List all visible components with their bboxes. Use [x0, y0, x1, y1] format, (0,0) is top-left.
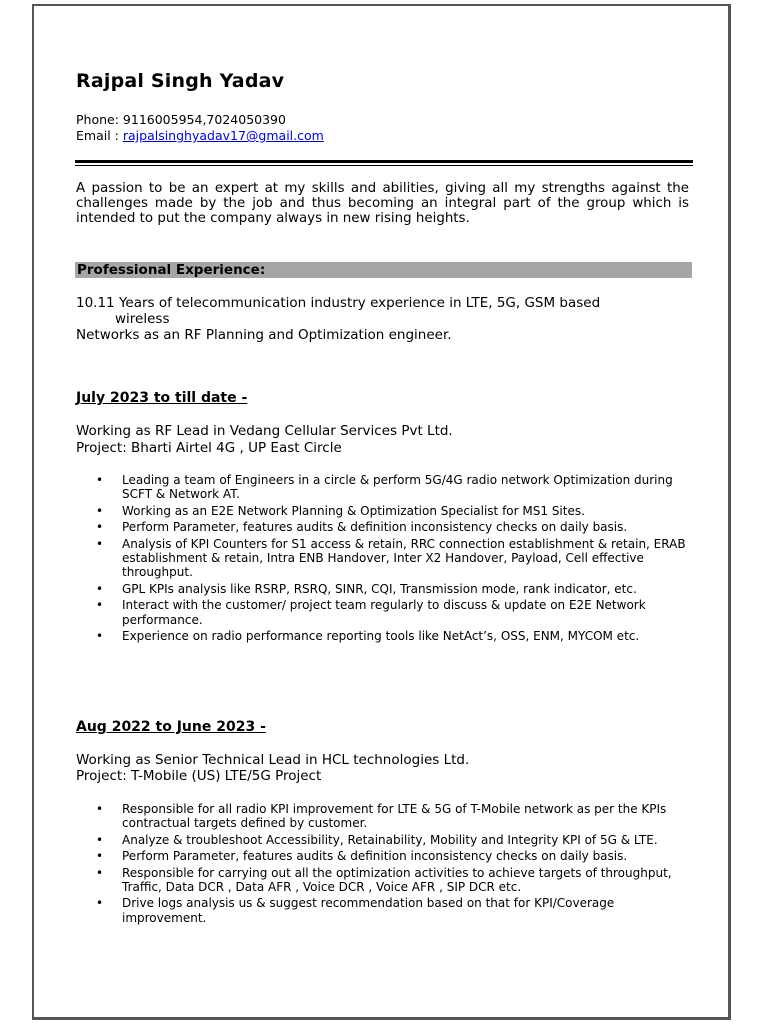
list-item: • Working as an E2E Network Planning & Optimization Specialist for MS1 Sites.	[96, 504, 694, 518]
list-item: • Analysis of KPI Counters for S1 access & retain, RRC connection establishment & retain, ERAB establishment & retain, Intra ENB Handover, Inter X2 Handover, Payload, Cell effective throughput.	[96, 537, 694, 580]
job-project: Project: T-Mobile (US) LTE/5G Project	[76, 768, 322, 784]
phone-label: Phone:	[76, 112, 119, 127]
header-divider-thick	[75, 160, 693, 163]
summary-line: Networks as an RF Planning and Optimization engineer.	[76, 327, 452, 343]
list-item: • Interact with the customer/ project team regularly to discuss & update on E2E Network performance.	[96, 598, 694, 627]
summary-line: wireless	[115, 311, 170, 327]
email-line	[76, 128, 324, 143]
list-item: • GPL KPIs analysis like RSRP, RSRQ, SINR, CQI, Transmission mode, rank indicator, etc.	[96, 582, 694, 596]
job-role: Working as RF Lead in Vedang Cellular Services Pvt Ltd.	[76, 423, 453, 439]
section-heading-professional-experience: Professional Experience:	[75, 262, 692, 278]
job-project: Project: Bharti Airtel 4G , UP East Circle	[76, 440, 342, 456]
job-role: Working as Senior Technical Lead in HCL technologies Ltd.	[76, 752, 470, 768]
summary-line: 10.11 Years of telecommunication industry experience in LTE, 5G, GSM based	[76, 295, 601, 311]
list-item: • Drive logs analysis us & suggest recommendation based on that for KPI/Coverage improvement.	[96, 896, 694, 925]
list-item: • Leading a team of Engineers in a circle & perform 5G/4G radio network Optimization during SCFT & Network AT.	[96, 473, 694, 502]
list-item: • Experience on radio performance reporting tools like NetAct’s, OSS, ENM, MYCOM etc.	[96, 629, 694, 643]
phone-number: 9116005954,7024050390	[122, 112, 286, 127]
email-label: Email :	[76, 128, 119, 143]
list-item: • Responsible for all radio KPI improvement for LTE & 5G of T-Mobile network as per the KPIs contractual targets defined by customer.	[96, 802, 694, 831]
job-responsibilities-list	[96, 473, 694, 645]
experience-summary	[76, 295, 600, 343]
list-item: • Responsible for carrying out all the optimization activities to achieve targets of throughput, Traffic, Data DCR , Data AFR , Voice DCR , Voice AFR , SIP DCR etc.	[96, 866, 694, 895]
list-item: • Perform Parameter, features audits & definition inconsistency checks on daily basis.	[96, 849, 694, 863]
job-responsibilities-list	[96, 802, 694, 927]
header-divider-thin	[75, 165, 693, 166]
email-link[interactable]: rajpalsinghyadav17@gmail.com	[122, 128, 324, 143]
job-period: Aug 2022 to June 2023 -	[76, 719, 266, 735]
phone-line	[76, 112, 286, 127]
job-period: July 2023 to till date -	[76, 390, 248, 406]
candidate-name: Rajpal Singh Yadav	[76, 70, 285, 92]
list-item: • Perform Parameter, features audits & definition inconsistency checks on daily basis.	[96, 520, 694, 534]
objective-paragraph: A passion to be an expert at my skills and abilities, giving all my strengths against the challenges made by the job and thus becoming an integral part of the group which is intended to put the company always in new rising heights.	[76, 181, 689, 226]
list-item: • Analyze & troubleshoot Accessibility, Retainability, Mobility and Integrity KPI of 5G & LTE.	[96, 833, 694, 847]
